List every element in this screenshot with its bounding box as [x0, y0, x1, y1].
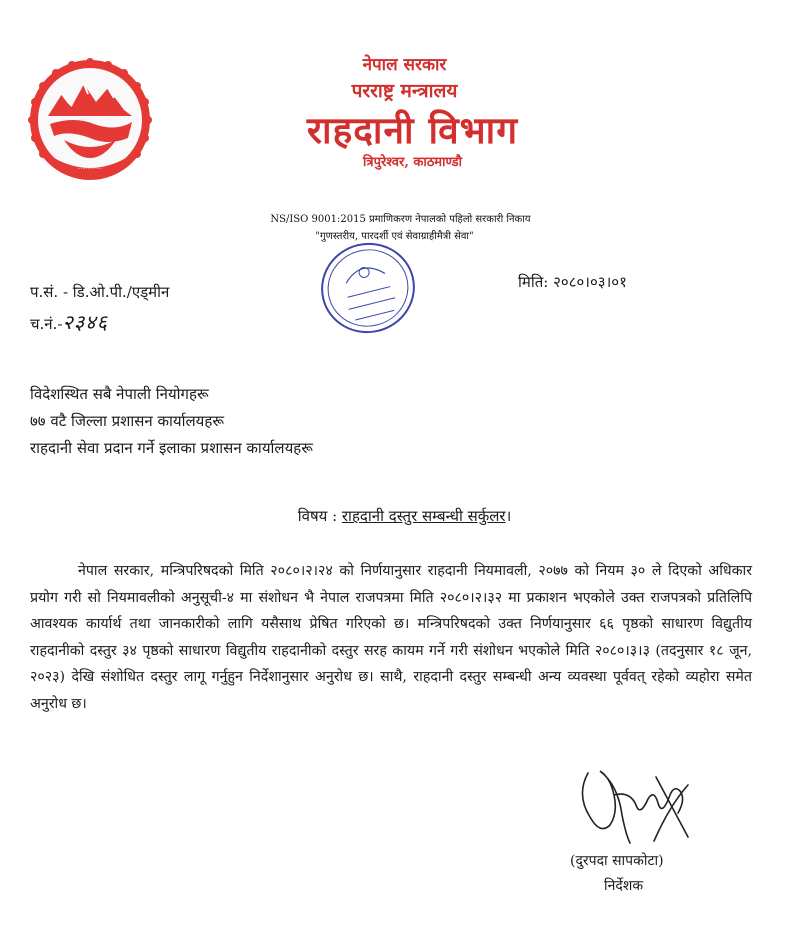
chalani-number	[30, 308, 108, 335]
letter-date: मिति: २०८०।०३।०१	[518, 273, 627, 291]
subject-text: राहदानी दस्तुर सम्बन्धी सर्कुलर	[341, 507, 506, 525]
recipient-line: ७७ वटै जिल्ला प्रशासन कार्यालयहरू	[30, 412, 224, 430]
recipients-list	[30, 381, 313, 462]
recipient-line: राहदानी सेवा प्रदान गर्ने इलाका प्रशासन कार्यालयहरू	[30, 439, 313, 457]
handwritten-signature	[570, 755, 710, 850]
letter-body: नेपाल सरकार, मन्त्रिपरिषदको मिति २०८०।२।२४ को निर्णयानुसार राहदानी नियमावली, २०७७ को नियम ३० ले दिएको अधिकार प्रयोग गरी सो नियमावलीको अनुसूची-४ मा संशोधन भै नेपाल राजपत्रमा मिति २०८०।२।३२ मा प्रकाशन भएकोले उक्त राजपत्रको प्रतिलिपि आवश्यक कार्यार्थ तथा जानकारीको लागि यसैसाथ प्रेषित गरिएको छ। मन्त्रिपरिषदको उक्त निर्णयानुसार ६६ पृष्ठको साधारण विद्युतीय राहदानीको दस्तुर ३४ पृष्ठको साधारण विद्युतीय राहदानीको दस्तुर सरह कायम गर्ने गरी संशोधन भएकोले मिति २०८०।३।३ (तदनुसार १८ जून, २०२३) देखि संशोधित दस्तुर लागू गर्नुहुन निर्देशानुसार अनुरोध छ। साथै, राहदानी दस्तुर सम्बन्धी अन्य व्यवस्था पूर्ववत् रहेको व्यहोरा समेत अनुरोध छ।	[30, 563, 752, 712]
chalani-value: २३४६	[62, 310, 109, 334]
government-name: नेपाल सरकार	[362, 55, 447, 75]
department-name: राहदानी विभाग	[306, 108, 519, 152]
recipient-line: विदेशस्थित सबै नेपाली नियोगहरू	[30, 385, 209, 403]
subject-line	[0, 506, 789, 526]
signatory-title: निर्देशक	[604, 878, 644, 894]
patra-sankhya: प.सं. - डि.ओ.पी./एड्मीन	[30, 283, 170, 301]
department-address: त्रिपुरेश्वर, काठमाण्डौ	[363, 155, 462, 170]
official-stamp	[318, 238, 418, 338]
subject-label: विषय :	[297, 507, 338, 525]
svg-text:⋯⋯⋯⋯⋯: ⋯⋯⋯⋯⋯	[77, 166, 103, 172]
subject-end: ।	[505, 507, 512, 525]
chalani-label: च.नं.-	[30, 315, 63, 333]
service-motto: "गुणस्तरीय, पारदर्शी एवं सेवाग्राहीमैत्री सेवा"	[315, 231, 474, 242]
iso-certification-line: NS/ISO 9001:2015 प्रमाणिकरण नेपालको पहिलो सरकारी निकाय	[270, 214, 531, 225]
signatory-name: (दुरपदा सापकोटा)	[570, 853, 664, 869]
ministry-name: परराष्ट्र मन्त्रालय	[351, 80, 458, 102]
